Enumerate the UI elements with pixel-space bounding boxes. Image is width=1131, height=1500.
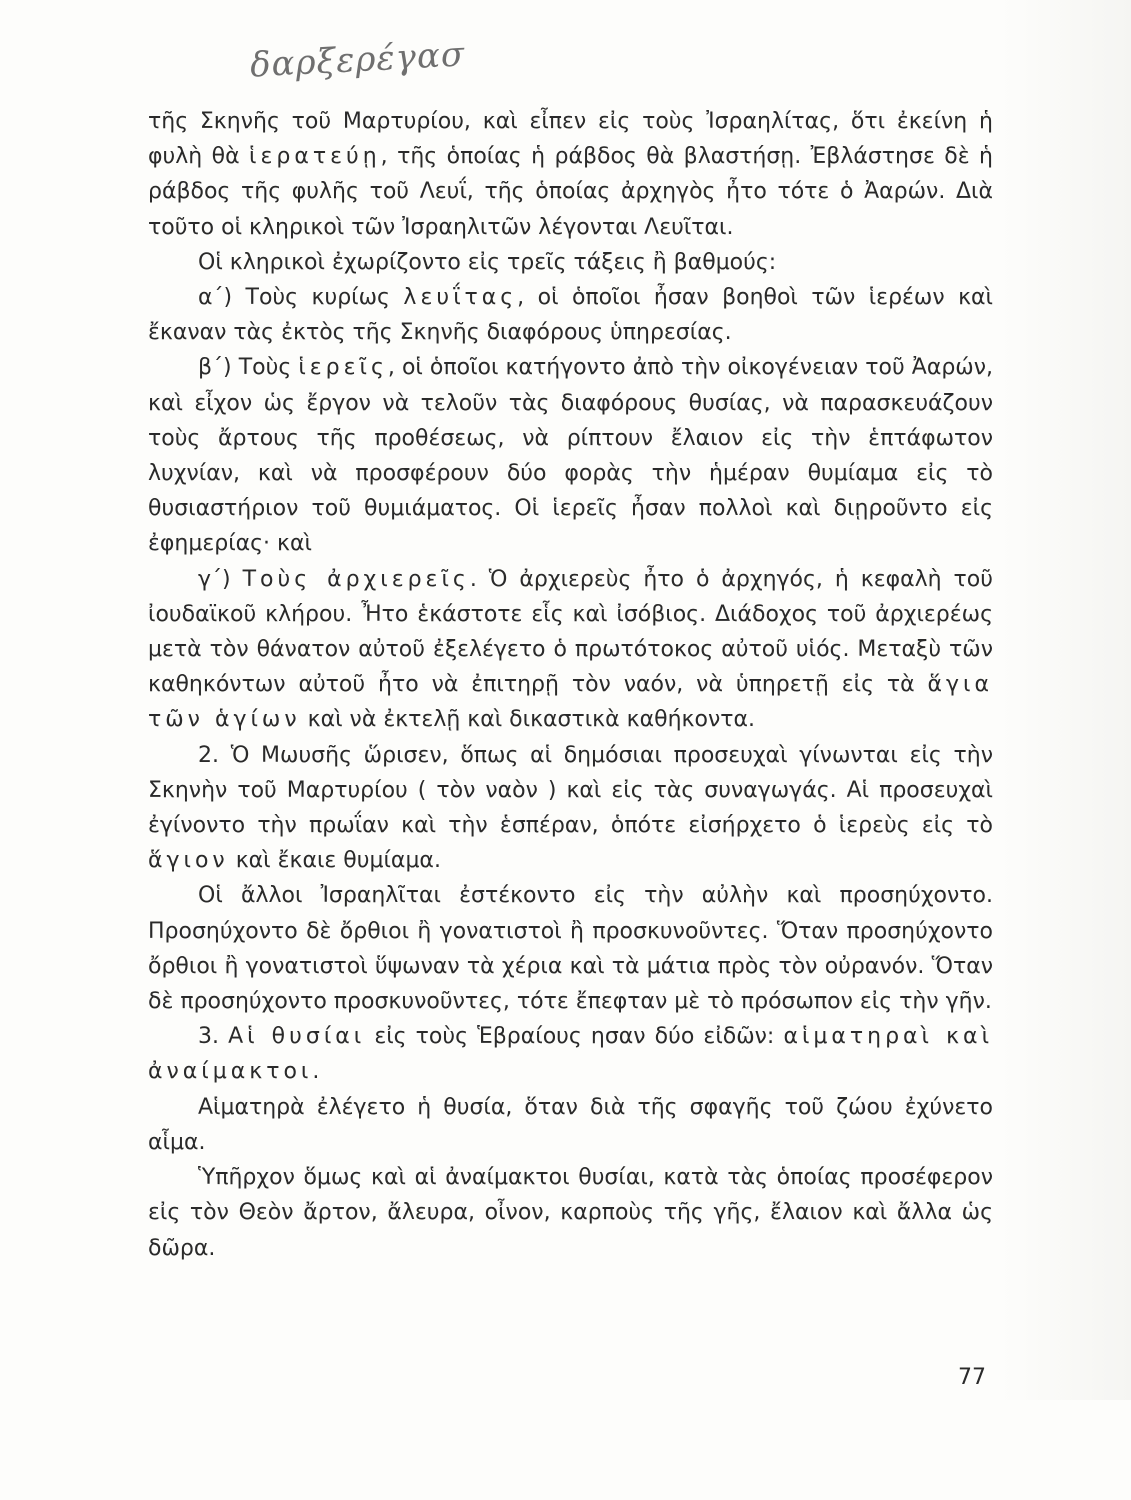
spaced-emphasis: Τοὺς ἀρχιερεῖς — [242, 566, 470, 592]
show-through-shading — [1001, 0, 1131, 1400]
text-run: 3. — [198, 1024, 229, 1050]
paragraph-p4 — [148, 350, 993, 561]
body-text — [148, 104, 993, 1266]
spaced-emphasis: ἱερατεύῃ — [249, 144, 381, 170]
text-run: , οἱ ὁποῖοι ἦσαν βοηθοὶ τῶν ἱερέων καὶ ἔκαναν τὰς ἐκτὸς τῆς Σκηνῆς διαφόρους ὑπηρεσίας. — [148, 285, 993, 346]
paragraph-p6 — [148, 738, 993, 879]
text-run: τῆς Σκηνῆς τοῦ Μαρτυρίου, καὶ εἶπεν εἰς τοὺς Ἰσραηλίτας, ὅτι ἐκείνη ἡ φυλὴ θὰ — [148, 109, 993, 170]
paragraph-p3 — [148, 280, 993, 350]
text-run: γ΄) — [198, 566, 243, 592]
text-run: Αἱματηρὰ ἐλέγετο ἡ θυσία, ὅταν διὰ τῆς σφαγῆς τοῦ ζώου ἐχύνετο αἷμα. — [148, 1094, 993, 1155]
text-run: , τῆς ὁποίας ἡ ράβδος θὰ βλαστήσῃ. Ἐβλάστησε δὲ ἡ ράβδος τῆς φυλῆς τοῦ Λευΐ, τῆς ὁποίας ἀρχηγὸς ἦτο τότε ὁ Ἀαρών. Διὰ τοῦτο οἱ κληρικοὶ τῶν Ἰσραηλιτῶν λέγονται Λευῖται. — [148, 144, 993, 240]
paragraph-p8 — [148, 1019, 993, 1089]
text-run: Ὑπῆρχον ὅμως καὶ αἱ ἀναίμακτοι θυσίαι, κατὰ τὰς ὁποίας προσέφερον εἰς τὸν Θεὸν ἄρτον, ἄλευρα, οἶνον, καρποὺς τῆς γῆς, ἔλαιον καὶ ἄλλα ὡς δῶρα. — [148, 1165, 993, 1261]
spaced-emphasis: ἅγιον — [148, 848, 229, 874]
spaced-emphasis: αἱματηραὶ καὶ ἀναίμακτοι — [148, 1024, 994, 1085]
page-number: 77 — [958, 1365, 986, 1390]
paragraph-p9 — [148, 1090, 993, 1160]
text-run: α΄) Τοὺς κυρίως — [198, 285, 404, 311]
paragraph-p1 — [148, 104, 993, 245]
text-run: β΄) Τοὺς — [198, 355, 299, 381]
text-run: , οἱ ὁποῖοι κατήγοντο ἀπὸ τὴν οἰκογένειαν τοῦ Ἀαρών, καὶ εἶχον ὡς ἔργον νὰ τελοῦν τὰς διαφόρους θυσίας, νὰ παρασκευάζουν τοὺς ἄρτους τῆς προθέσεως, νὰ ρίπτουν ἔλαιον εἰς τὴν ἑπτάφωτον λυχνίαν, καὶ νὰ προσφέρουν δύο φορὰς τὴν ἡμέραν θυμίαμα εἰς τὸ θυσιαστήριον τοῦ θυμιάματος. Οἱ ἱερεῖς ἦσαν πολλοὶ καὶ διῃροῦντο εἰς ἐφημερίας· καὶ — [148, 355, 993, 557]
spaced-emphasis: ἅγια τῶν ἁγίων — [148, 672, 993, 733]
text-run: εἰς τοὺς Ἑβραίους ησαν δύο εἰδῶν: — [365, 1024, 784, 1050]
spaced-emphasis: λευΐτας — [403, 285, 518, 311]
text-run: καὶ ἔκαιε θυμίαμα. — [228, 848, 441, 874]
text-run: . — [312, 1059, 320, 1085]
text-run: . Ὁ ἀρχιερεὺς ἦτο ὁ ἀρχηγός, ἡ κεφαλὴ τοῦ ἰουδαϊκοῦ κλήρου. Ἦτο ἑκάστοτε εἷς καὶ ἰσόβιος. Διάδοχος τοῦ ἀρχιερέως μετὰ τὸν θάνατον αὐτοῦ ἐξελέγετο ὁ πρωτότοκος αὐτοῦ υἱός. Μεταξὺ τῶν καθηκόντων αὐτοῦ ἦτο νὰ ἐπιτηρῇ τὸν ναόν, νὰ ὑπηρετῇ εἰς τὰ — [148, 566, 993, 698]
paragraph-p7 — [148, 878, 993, 1019]
paragraph-p2 — [148, 245, 993, 280]
text-run: καὶ νὰ ἐκτελῇ καὶ δικαστικὰ καθήκοντα. — [300, 707, 755, 733]
text-run: Οἱ κληρικοὶ ἐχωρίζοντο εἰς τρεῖς τάξεις ἢ βαθμούς: — [198, 249, 777, 275]
handwritten-note: δαρξερέγασ — [249, 34, 467, 86]
paragraph-p5 — [148, 562, 993, 738]
spaced-emphasis: ἱερεῖς — [298, 355, 388, 381]
spaced-emphasis: Αἱ θυσίαι — [228, 1024, 366, 1050]
text-run: Οἱ ἄλλοι Ἰσραηλῖται ἐστέκοντο εἰς τὴν αὐλὴν καὶ προσηύχοντο. Προσηύχοντο δὲ ὄρθιοι ἢ γονατιστοὶ ἢ προσκυνοῦντες. Ὅταν προσηύχοντο ὄρθιοι ἢ γονατιστοὶ ὕψωναν τὰ χέρια καὶ τὰ μάτια πρὸς τὸν οὐρανόν. Ὅταν δὲ προσηύχοντο προσκυνοῦντες, τότε ἔπεφταν μὲ τὸ πρόσωπον εἰς τὴν γῆν. — [148, 883, 993, 1015]
paragraph-p10 — [148, 1160, 993, 1266]
text-run: 2. Ὁ Μωυσῆς ὥρισεν, ὅπως αἱ δημόσιαι προσευχαὶ γίνωνται εἰς τὴν Σκηνὴν τοῦ Μαρτυρίου ( τὸν ναὸν ) καὶ εἰς τὰς συναγωγάς. Αἱ προσευχαὶ ἐγίνοντο τὴν πρωΐαν καὶ τὴν ἑσπέραν, ὁπότε εἰσήρχετο ὁ ἱερεὺς εἰς τὸ — [148, 742, 993, 839]
